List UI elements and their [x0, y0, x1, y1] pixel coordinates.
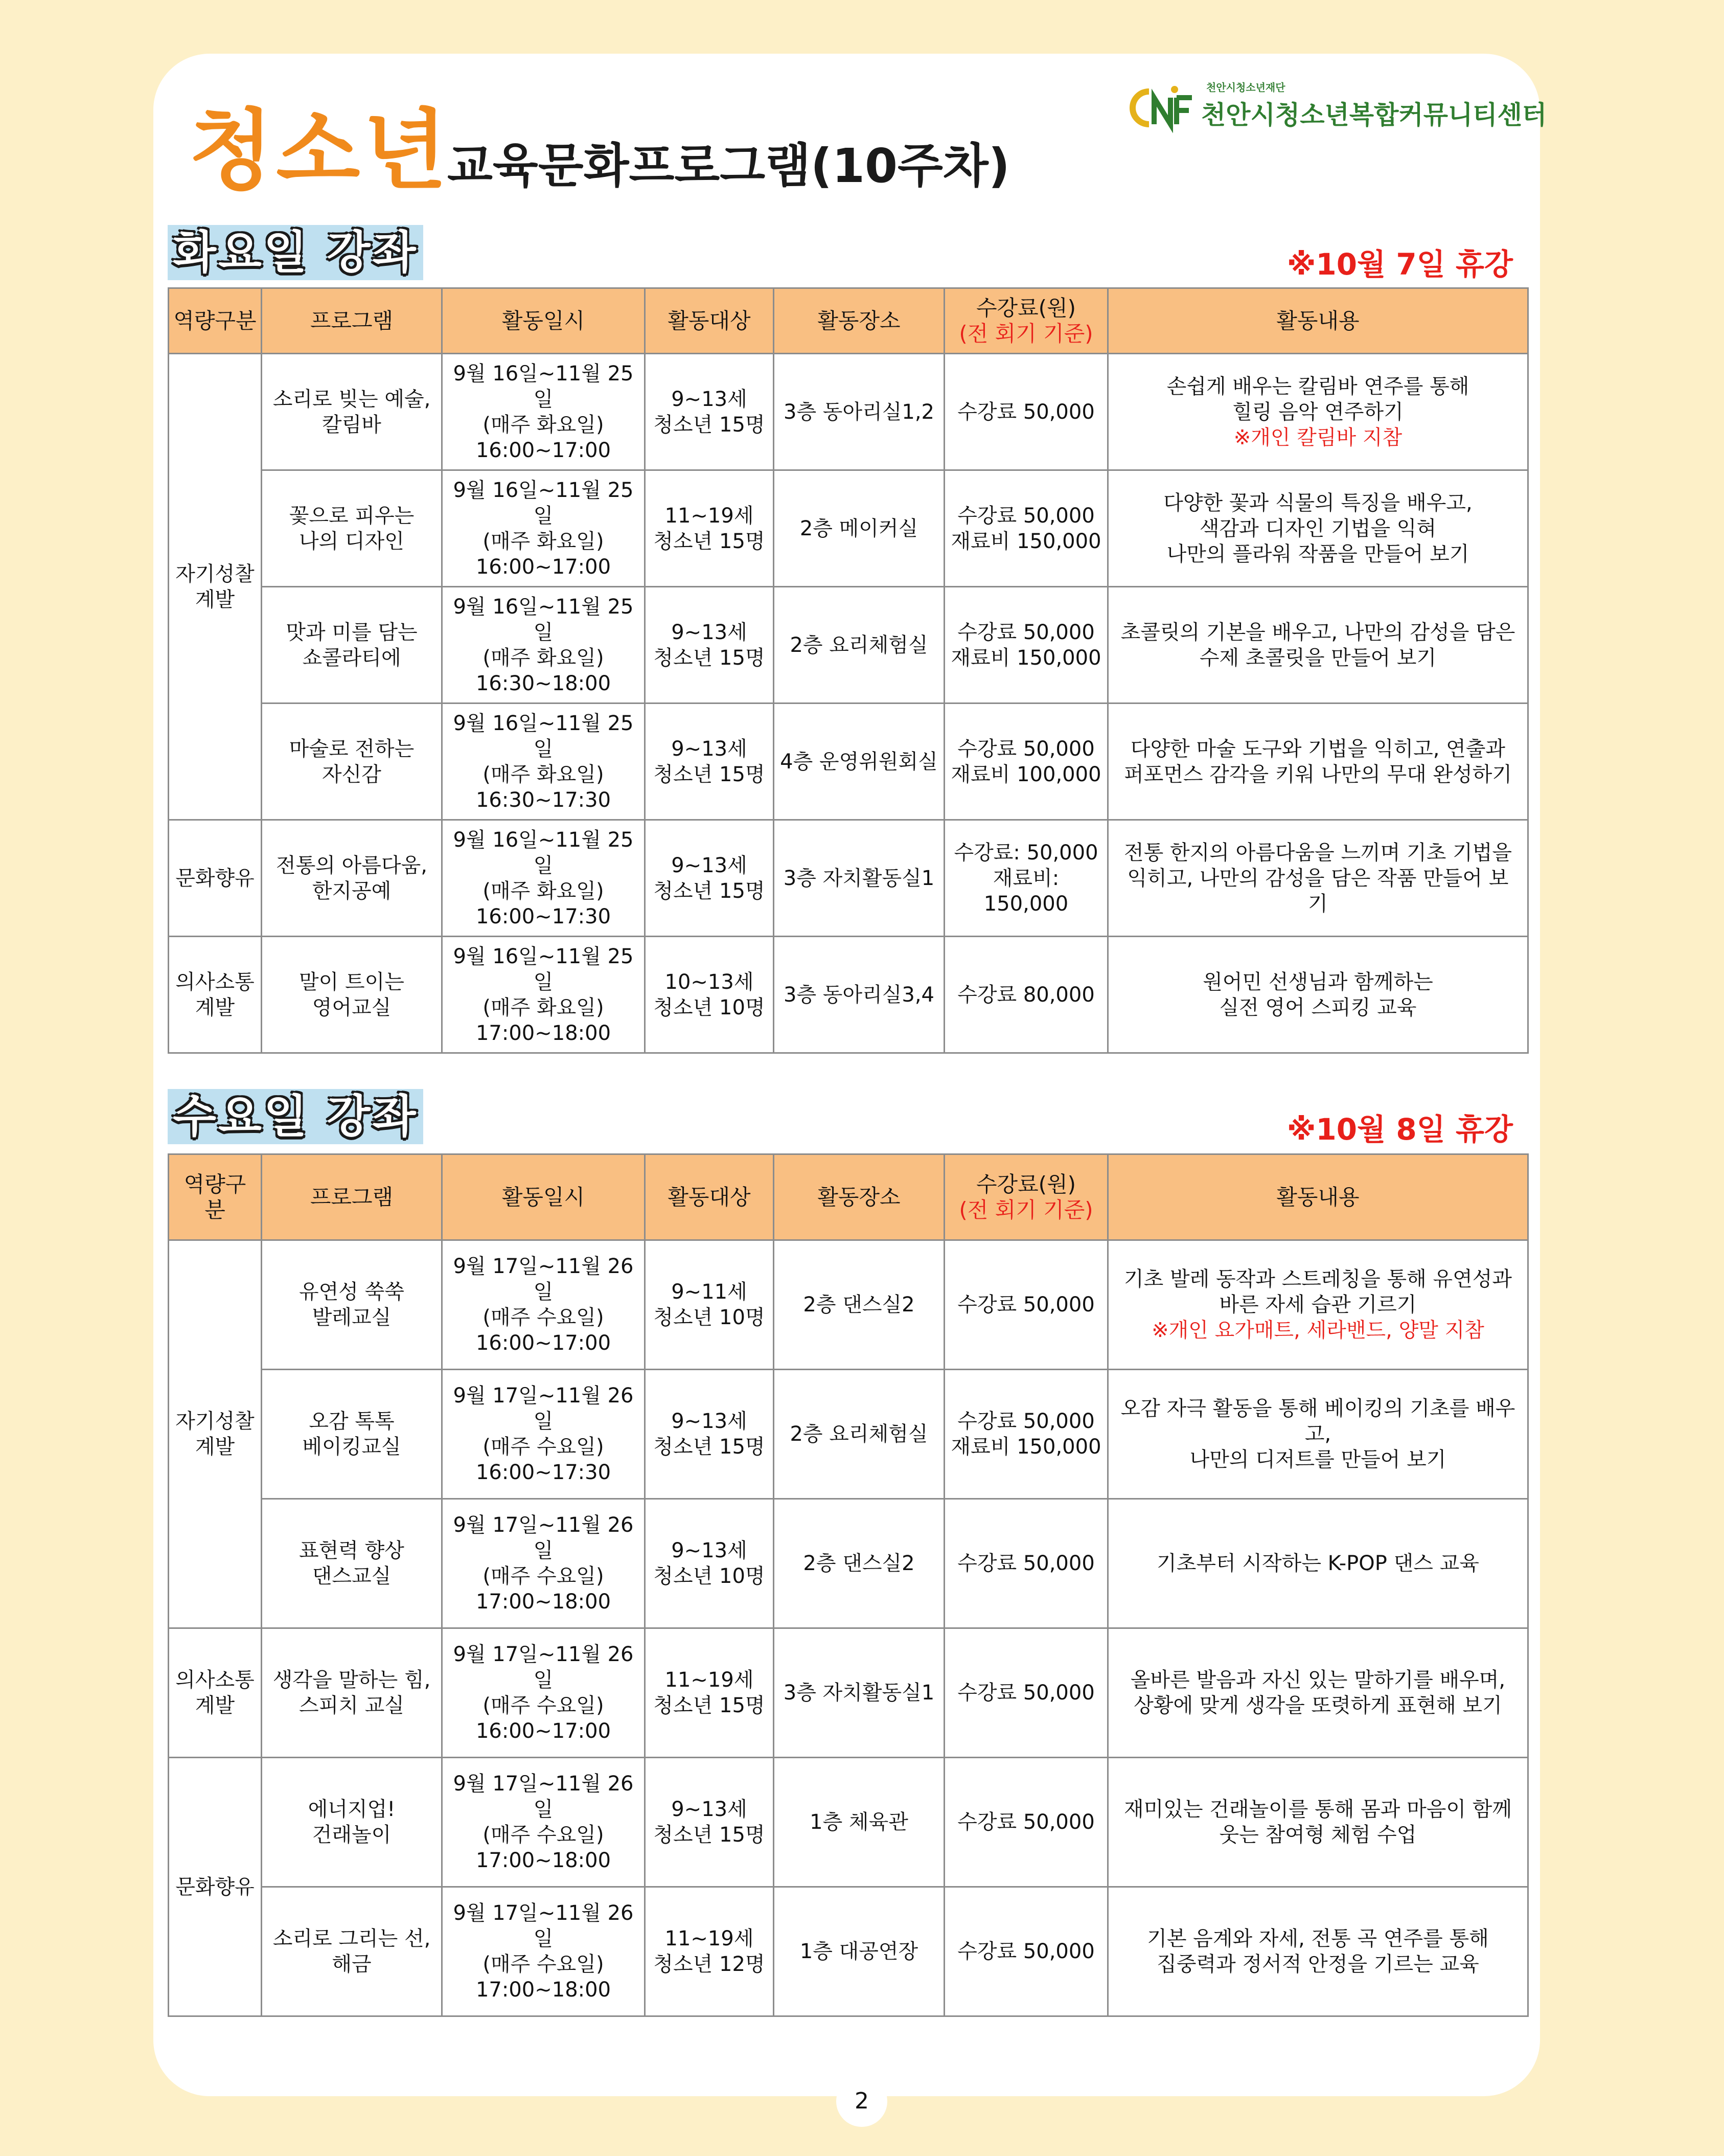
datetime-line: 17:00~18:00 — [475, 1590, 611, 1614]
program-line: 한지공예 — [312, 879, 392, 903]
col-header-fee-note: (전 회기 기준) — [959, 1197, 1093, 1222]
content-line: 올바른 발음과 자신 있는 말하기를 배우며, — [1130, 1668, 1506, 1692]
target-cell — [645, 1370, 774, 1499]
datetime-cell — [442, 703, 645, 820]
content-line: 웃는 참여형 체험 수업 — [1219, 1823, 1417, 1847]
place-cell: 3층 자치활동실1 — [774, 1628, 945, 1758]
fee-line: 수강료 50,000 — [957, 1940, 1095, 1963]
fee-line: 재료비: 150,000 — [983, 866, 1069, 916]
content-line: 나만의 플라워 작품을 만들어 보기 — [1166, 542, 1469, 566]
category-line: 문화향유 — [175, 866, 255, 890]
content-cell — [1108, 354, 1528, 470]
datetime-line: 16:00~17:30 — [475, 1461, 611, 1484]
datetime-cell — [442, 1887, 645, 2016]
target-line: 9~13세 — [671, 1410, 747, 1433]
category-line: 계발 — [195, 1435, 235, 1459]
target-line: 11~19세 — [664, 504, 754, 528]
category-cell — [169, 1758, 262, 2016]
datetime-line: 9월 17일~11월 26일 — [453, 1772, 634, 1821]
col-header-datetime: 활동일시 — [442, 288, 645, 354]
content-line: 상황에 맞게 생각을 또렷하게 표현해 보기 — [1134, 1694, 1502, 1717]
target-line: 청소년 10명 — [653, 1306, 765, 1329]
fee-cell — [945, 937, 1108, 1053]
place-cell: 2층 요리체험실 — [774, 1370, 945, 1499]
target-line: 9~13세 — [671, 853, 747, 877]
target-line: 청소년 15명 — [653, 879, 765, 903]
datetime-line: 16:00~17:00 — [475, 1331, 611, 1355]
program-line: 쇼콜라티에 — [302, 646, 401, 670]
content-line: 퍼포먼스 감각을 키워 나만의 무대 완성하기 — [1123, 762, 1512, 786]
fee-line: 재료비 100,000 — [951, 762, 1101, 786]
fee-line: 재료비 150,000 — [951, 529, 1101, 553]
program-cell — [262, 470, 442, 587]
datetime-line: 16:30~17:30 — [475, 788, 611, 812]
target-cell — [645, 937, 774, 1053]
category-cell — [169, 1628, 262, 1758]
program-cell — [262, 1758, 442, 1887]
datetime-line: (매주 수요일) — [482, 1953, 604, 1976]
fee-line: 수강료 50,000 — [957, 1810, 1095, 1834]
category-line: 의사소통 — [175, 970, 255, 994]
col-header-fee-note: (전 회기 기준) — [959, 321, 1093, 346]
program-cell — [262, 1887, 442, 2016]
datetime-line: (매주 화요일) — [482, 995, 604, 1019]
table-row — [169, 354, 1528, 470]
place-cell: 3층 자치활동실1 — [774, 820, 945, 937]
content-cell — [1108, 703, 1528, 820]
col-header-program: 프로그램 — [262, 1154, 442, 1240]
wednesday-schedule-table — [168, 1153, 1529, 2017]
program-line: 오감 톡톡 — [309, 1410, 395, 1433]
content-cell — [1108, 470, 1528, 587]
content-line: 실전 영어 스피킹 교육 — [1219, 995, 1417, 1019]
fee-line: 수강료 50,000 — [957, 737, 1095, 761]
datetime-line: 9월 16일~11월 25일 — [453, 828, 634, 877]
datetime-line: 9월 16일~11월 25일 — [453, 944, 634, 994]
program-line: 유연성 쑥쑥 — [299, 1280, 404, 1304]
program-cell — [262, 1499, 442, 1628]
content-line: 집중력과 정서적 안정을 기르는 교육 — [1157, 1953, 1479, 1976]
organization-logo — [1124, 79, 1547, 135]
page-title-sub: 교육문화프로그램(10주차) — [447, 139, 1010, 193]
datetime-cell — [442, 354, 645, 470]
content-line: 익히고, 나만의 감성을 담은 작품 만들어 보 — [1127, 866, 1509, 890]
program-line: 건래놀이 — [312, 1823, 392, 1847]
table-row — [169, 820, 1528, 937]
page-title-main: 청소년 — [189, 100, 450, 201]
tuesday-section-title: 화요일 강좌 — [168, 225, 423, 280]
content-line: 힐링 음악 연주하기 — [1232, 400, 1404, 424]
col-header-datetime: 활동일시 — [442, 1154, 645, 1240]
program-line: 해금 — [332, 1953, 372, 1976]
target-cell — [645, 1628, 774, 1758]
content-cell — [1108, 1240, 1528, 1370]
datetime-line: 9월 17일~11월 26일 — [453, 1255, 634, 1304]
target-line: 9~13세 — [671, 1798, 747, 1821]
target-line: 청소년 15명 — [653, 1435, 765, 1459]
page-number: 2 — [836, 2076, 887, 2127]
datetime-line: (매주 화요일) — [482, 529, 604, 553]
target-cell — [645, 1758, 774, 1887]
datetime-line: 16:00~17:00 — [475, 555, 611, 579]
fee-cell — [945, 820, 1108, 937]
datetime-cell — [442, 937, 645, 1053]
datetime-line: 16:00~17:00 — [475, 438, 611, 462]
content-cell — [1108, 1370, 1528, 1499]
content-cell — [1108, 820, 1528, 937]
place-cell: 2층 요리체험실 — [774, 587, 945, 703]
col-header-program: 프로그램 — [262, 288, 442, 354]
program-cell — [262, 587, 442, 703]
fee-cell — [945, 1240, 1108, 1370]
content-line: 다양한 꽃과 식물의 특징을 배우고, — [1163, 491, 1473, 515]
fee-line: 수강료 50,000 — [957, 1552, 1095, 1575]
datetime-line: 16:30~18:00 — [475, 671, 611, 695]
tuesday-schedule-table — [168, 287, 1529, 1054]
target-cell — [645, 703, 774, 820]
program-line: 베이킹교실 — [302, 1435, 401, 1459]
content-line: 나만의 디저트를 만들어 보기 — [1189, 1448, 1446, 1471]
datetime-line: 9월 17일~11월 26일 — [453, 1513, 634, 1562]
program-cell — [262, 937, 442, 1053]
program-line: 맛과 미를 담는 — [286, 620, 418, 644]
table-row — [169, 1240, 1528, 1370]
col-header-content: 활동내용 — [1108, 288, 1528, 354]
target-cell — [645, 1887, 774, 2016]
datetime-line: (매주 화요일) — [482, 762, 604, 786]
table-row — [169, 1628, 1528, 1758]
category-line: 계발 — [195, 1694, 235, 1717]
content-note: ※개인 요가매트, 세라밴드, 양말 지참 — [1152, 1319, 1484, 1342]
target-line: 청소년 15명 — [653, 413, 765, 437]
fee-cell — [945, 703, 1108, 820]
content-note: ※개인 칼림바 지참 — [1233, 425, 1403, 449]
fee-cell — [945, 1887, 1108, 2016]
target-line: 청소년 10명 — [653, 995, 765, 1019]
table-row — [169, 587, 1528, 703]
datetime-line: 16:00~17:00 — [475, 1719, 611, 1743]
datetime-line: (매주 화요일) — [482, 646, 604, 670]
program-line: 나의 디자인 — [299, 529, 404, 553]
category-cell — [169, 820, 262, 937]
tuesday-header-row — [169, 288, 1528, 354]
program-line: 마술로 전하는 — [289, 737, 415, 761]
datetime-line: 17:00~18:00 — [475, 1849, 611, 1872]
program-cell — [262, 1240, 442, 1370]
program-line: 소리로 빚는 예술, — [272, 387, 431, 411]
datetime-line: 17:00~18:00 — [475, 1978, 611, 2002]
tuesday-notice: ※10월 7일 휴강 — [1287, 247, 1513, 282]
fee-line: 수강료 50,000 — [957, 504, 1095, 528]
program-cell — [262, 1628, 442, 1758]
category-line: 의사소통 — [175, 1668, 255, 1692]
target-line: 9~11세 — [671, 1280, 747, 1304]
table-row — [169, 703, 1528, 820]
content-cell — [1108, 587, 1528, 703]
table-row — [169, 1370, 1528, 1499]
target-line: 청소년 15명 — [653, 646, 765, 670]
target-line: 9~13세 — [671, 620, 747, 644]
content-line: 재미있는 건래놀이를 통해 몸과 마음이 함께 — [1123, 1798, 1512, 1821]
content-line: 손쉽게 배우는 칼림바 연주를 통해 — [1166, 374, 1469, 398]
category-cell — [169, 937, 262, 1053]
content-line: 원어민 선생님과 함께하는 — [1203, 970, 1433, 994]
target-cell — [645, 587, 774, 703]
place-cell: 2층 메이커실 — [774, 470, 945, 587]
content-line: 다양한 마술 도구와 기법을 익히고, 연출과 — [1130, 737, 1506, 761]
fee-line: 수강료 50,000 — [957, 1681, 1095, 1705]
fee-cell — [945, 354, 1108, 470]
program-line: 소리로 그리는 선, — [272, 1927, 431, 1950]
place-cell: 2층 댄스실2 — [774, 1240, 945, 1370]
program-line: 생각을 말하는 힘, — [272, 1668, 431, 1692]
datetime-cell — [442, 820, 645, 937]
logo-foundation-name: 천안시청소년재단 — [1206, 81, 1285, 94]
fee-line: 재료비 150,000 — [951, 646, 1101, 670]
datetime-line: (매주 수요일) — [482, 1823, 604, 1847]
datetime-line: (매주 화요일) — [482, 879, 604, 903]
content-line: 고, — [1304, 1422, 1331, 1446]
col-header-category-label: 역량구 분 — [183, 1171, 246, 1222]
program-line: 영어교실 — [312, 995, 392, 1019]
wednesday-notice: ※10월 8일 휴강 — [1287, 1112, 1513, 1147]
datetime-line: 9월 16일~11월 25일 — [453, 361, 634, 411]
target-cell — [645, 1240, 774, 1370]
datetime-line: 9월 16일~11월 25일 — [453, 595, 634, 644]
target-line: 9~13세 — [671, 387, 747, 411]
fee-cell — [945, 1758, 1108, 1887]
program-cell — [262, 1370, 442, 1499]
program-cell — [262, 354, 442, 470]
target-line: 11~19세 — [664, 1927, 754, 1950]
datetime-cell — [442, 1628, 645, 1758]
col-header-fee — [945, 1154, 1108, 1240]
target-line: 9~13세 — [671, 1539, 747, 1562]
program-line: 에너지업! — [308, 1798, 396, 1821]
fee-line: 수강료: 50,000 — [954, 841, 1098, 865]
datetime-line: 9월 17일~11월 26일 — [453, 1384, 634, 1433]
target-cell — [645, 354, 774, 470]
content-line: 기초부터 시작하는 K-POP 댄스 교육 — [1157, 1552, 1479, 1575]
target-line: 청소년 15명 — [653, 529, 765, 553]
fee-line: 수강료 80,000 — [957, 983, 1095, 1007]
content-cell — [1108, 1628, 1528, 1758]
target-line: 청소년 15명 — [653, 1823, 765, 1847]
category-line: 계발 — [195, 995, 235, 1019]
place-cell: 1층 체육관 — [774, 1758, 945, 1887]
program-line: 표현력 향상 — [299, 1539, 404, 1562]
datetime-cell — [442, 1240, 645, 1370]
fee-cell — [945, 1499, 1108, 1628]
col-header-target: 활동대상 — [645, 1154, 774, 1240]
page-header — [189, 81, 1547, 205]
program-line: 발레교실 — [312, 1306, 392, 1329]
col-header-category: 역량구분 — [169, 288, 262, 354]
content-line: 오감 자극 활동을 통해 베이킹의 기초를 배우 — [1120, 1397, 1515, 1420]
logo-mark-icon — [1124, 82, 1196, 133]
col-header-fee-label: 수강료(원) — [976, 295, 1076, 321]
content-line: 색감과 디자인 기법을 익혀 — [1199, 516, 1437, 540]
datetime-line: 9월 16일~11월 25일 — [453, 711, 634, 761]
fee-line: 수강료 50,000 — [957, 1293, 1095, 1317]
datetime-cell — [442, 1499, 645, 1628]
target-line: 청소년 10명 — [653, 1564, 765, 1588]
program-line: 전통의 아름다움, — [276, 853, 427, 877]
category-line: 자기성찰 — [175, 562, 255, 586]
program-line: 말이 트이는 — [299, 970, 404, 994]
target-line: 청소년 12명 — [653, 1953, 765, 1976]
col-header-place: 활동장소 — [774, 1154, 945, 1240]
content-cell — [1108, 1499, 1528, 1628]
category-line: 계발 — [195, 587, 235, 611]
datetime-line: (매주 수요일) — [482, 1694, 604, 1717]
category-line: 문화향유 — [175, 1875, 255, 1899]
content-line: 바른 자세 습관 기르기 — [1219, 1293, 1417, 1317]
target-line: 10~13세 — [664, 970, 754, 994]
program-line: 댄스교실 — [312, 1564, 392, 1588]
program-cell — [262, 820, 442, 937]
place-cell: 1층 대공연장 — [774, 1887, 945, 2016]
content-cell — [1108, 1887, 1528, 2016]
content-line: 전통 한지의 아름다움을 느끼며 기초 기법을 — [1123, 841, 1512, 865]
table-row — [169, 1499, 1528, 1628]
target-line: 11~19세 — [664, 1668, 754, 1692]
datetime-line: (매주 수요일) — [482, 1435, 604, 1459]
fee-line: 재료비 150,000 — [951, 1435, 1101, 1459]
datetime-line: (매주 화요일) — [482, 413, 604, 437]
datetime-line: 9월 17일~11월 26일 — [453, 1643, 634, 1692]
datetime-cell — [442, 587, 645, 703]
datetime-line: 9월 17일~11월 26일 — [453, 1901, 634, 1950]
place-cell: 3층 동아리실1,2 — [774, 354, 945, 470]
program-line: 자신감 — [322, 762, 381, 786]
col-header-target: 활동대상 — [645, 288, 774, 354]
datetime-line: 9월 16일~11월 25일 — [453, 478, 634, 528]
place-cell: 4층 운영위원회실 — [774, 703, 945, 820]
place-cell: 3층 동아리실3,4 — [774, 937, 945, 1053]
program-cell — [262, 703, 442, 820]
col-header-fee-label: 수강료(원) — [976, 1171, 1076, 1197]
target-cell — [645, 820, 774, 937]
target-line: 9~13세 — [671, 737, 747, 761]
fee-line: 수강료 50,000 — [957, 1410, 1095, 1433]
datetime-cell — [442, 1758, 645, 1887]
place-cell: 2층 댄스실2 — [774, 1499, 945, 1628]
datetime-cell — [442, 1370, 645, 1499]
content-cell — [1108, 1758, 1528, 1887]
content-line: 기초 발레 동작과 스트레칭을 통해 유연성과 — [1123, 1267, 1512, 1291]
fee-cell — [945, 1370, 1108, 1499]
col-header-category — [169, 1154, 262, 1240]
target-cell — [645, 470, 774, 587]
col-header-place: 활동장소 — [774, 288, 945, 354]
program-line: 칼림바 — [322, 413, 381, 437]
program-line: 스피치 교실 — [299, 1694, 404, 1717]
datetime-line: 17:00~18:00 — [475, 1021, 611, 1045]
target-line: 청소년 15명 — [653, 762, 765, 786]
col-header-fee — [945, 288, 1108, 354]
target-line: 청소년 15명 — [653, 1694, 765, 1717]
table-row — [169, 1758, 1528, 1887]
category-cell — [169, 1240, 262, 1628]
fee-cell — [945, 470, 1108, 587]
datetime-cell — [442, 470, 645, 587]
content-cell — [1108, 937, 1528, 1053]
table-row — [169, 1887, 1528, 2016]
content-line: 초콜릿의 기본을 배우고, 나만의 감성을 담은 — [1120, 620, 1515, 644]
wednesday-section-title: 수요일 강좌 — [168, 1089, 423, 1144]
logo-center-name: 천안시청소년복합커뮤니티센터 — [1201, 100, 1547, 130]
wednesday-header-row — [169, 1154, 1528, 1240]
datetime-line: (매주 수요일) — [482, 1306, 604, 1329]
fee-cell — [945, 1628, 1108, 1758]
target-cell — [645, 1499, 774, 1628]
fee-line: 수강료 50,000 — [957, 400, 1095, 424]
content-line: 수제 초콜릿을 만들어 보기 — [1199, 646, 1437, 670]
content-line: 기 — [1308, 892, 1328, 916]
fee-cell — [945, 587, 1108, 703]
datetime-line: 16:00~17:30 — [475, 904, 611, 928]
category-cell — [169, 354, 262, 820]
datetime-line: (매주 수요일) — [482, 1564, 604, 1588]
category-line: 자기성찰 — [175, 1410, 255, 1433]
content-line: 기본 음계와 자세, 전통 곡 연주를 통해 — [1147, 1927, 1489, 1950]
table-row — [169, 937, 1528, 1053]
table-row — [169, 470, 1528, 587]
program-line: 꽃으로 피우는 — [289, 504, 415, 528]
fee-line: 수강료 50,000 — [957, 620, 1095, 644]
col-header-content: 활동내용 — [1108, 1154, 1528, 1240]
